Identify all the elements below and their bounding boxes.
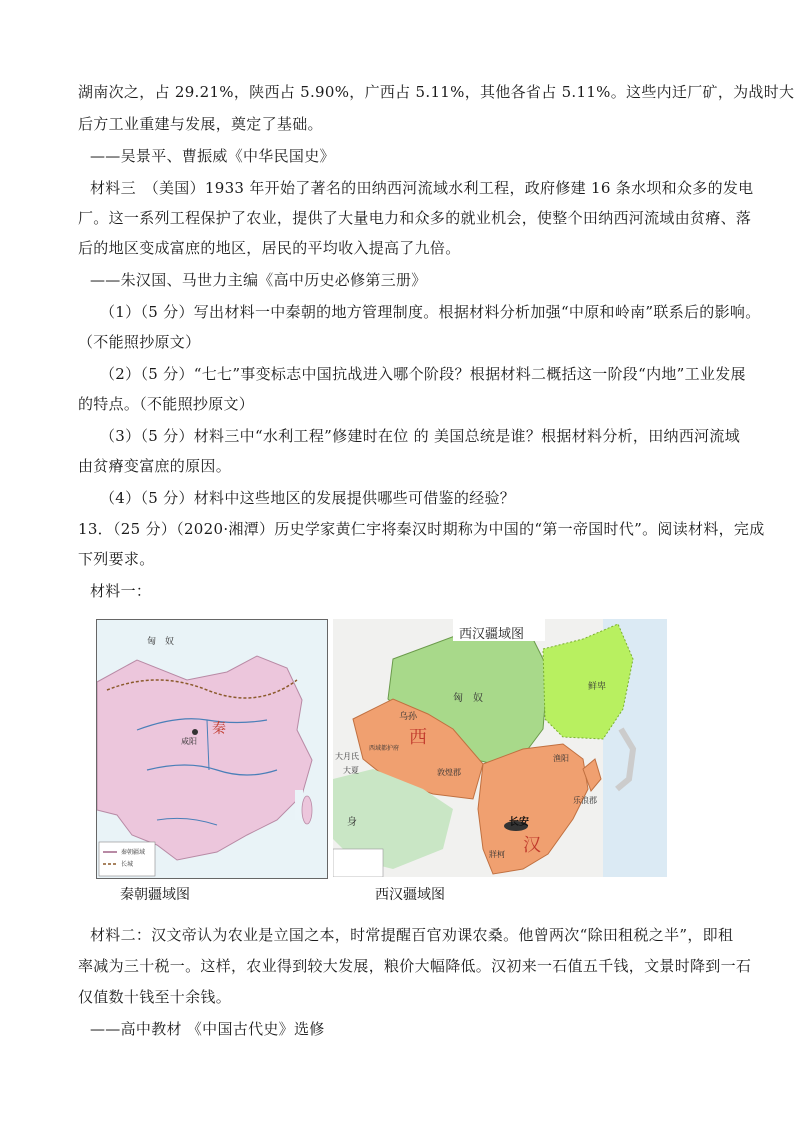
- map-label-dayuezhi: 大月氏: [335, 752, 359, 761]
- map-label-lelang: 乐浪郡: [573, 796, 597, 805]
- han-map: [333, 619, 667, 877]
- qin-map-graphic: [97, 620, 327, 878]
- question-4: （4）（5 分）材料中这些地区的发展提供哪些可借鉴的经验？: [100, 489, 516, 507]
- question-13-cont: 下列要求。: [78, 550, 155, 568]
- map-label-xianbei: 鲜卑: [588, 682, 607, 692]
- question-3-cont: 由贫瘠变富庶的原因。: [78, 457, 232, 475]
- paragraph-line: 厂。这一系列工程保护了农业，提供了大量电力和众多的就业机会，使整个田纳西河流域由贫瘠、落: [78, 209, 752, 227]
- han-map-title: 西汉疆域图: [459, 627, 525, 642]
- map-label-changan: 长安: [509, 817, 529, 828]
- citation: ——朱汉国、马世力主编《高中历史必修第三册》: [90, 271, 427, 289]
- map-label-wusun: 乌孙: [399, 712, 418, 722]
- map-label-dunhuang: 敦煌郡: [437, 768, 461, 777]
- han-map-caption: 西汉疆域图: [375, 887, 445, 903]
- map-label-xiongnu: 匈 奴: [453, 693, 483, 704]
- map-label-han: 汉: [523, 835, 541, 856]
- question-13: 13．（25 分）（2020·湘潭）历史学家黄仁宇将秦汉时期称为中国的“第一帝国时代”。阅读材料，完成: [78, 520, 765, 538]
- map-label-xiongnu: 匈 奴: [147, 637, 175, 647]
- question-2-note: 的特点。（不能照抄原文）: [78, 395, 255, 413]
- map-label-yuyang: 渔阳: [553, 754, 569, 763]
- qin-map: [96, 619, 328, 879]
- paragraph-line: 后方工业重建与发展，奠定了基础。: [78, 115, 323, 133]
- map-label-qin: 秦: [212, 721, 226, 737]
- paragraph-line: 率减为三十税一。这样，农业得到较大发展，粮价大幅降低。汉初来一石值五千钱，文景时降到一石: [78, 957, 752, 975]
- map-label-shen: 身: [347, 817, 357, 828]
- qin-map-caption: 秦朝疆域图: [120, 887, 190, 903]
- question-1: （1）（5 分）写出材料一中秦朝的地方管理制度。根据材料分析加强“中原和岭南”联系后的影响。: [100, 303, 761, 321]
- material-two: 材料二：汉文帝认为农业是立国之本，时常提醒百官劝课农桑。他曾两次“除田租税之半”，即租: [90, 926, 734, 944]
- map-label-zangke: 牂柯: [489, 850, 505, 859]
- question-3: （3）（5 分）材料三中“水利工程”修建时在位 的 美国总统是谁？根据材料分析，田纳西河流域: [100, 427, 741, 445]
- paragraph-line: 湖南次之，占 29.21%，陕西占 5.90%，广西占 5.11%，其他各省占 5.11%。这些内迁厂矿，为战时大: [78, 83, 794, 101]
- legend-qin-territory: 秦朝疆域: [121, 849, 146, 856]
- map-label-xianyang: 咸阳: [181, 737, 197, 746]
- map-label-xi: 西: [409, 727, 427, 748]
- question-2: （2）（5 分）“七七”事变标志中国抗战进入哪个阶段？根据材料二概括这一阶段“内地”工业发展: [100, 365, 746, 383]
- question-1-note: （不能照抄原文）: [78, 333, 201, 351]
- paragraph-line: 仅值数十钱至十余钱。: [78, 988, 232, 1006]
- citation: ——高中教材 《中国古代史》选修: [90, 1020, 325, 1038]
- citation: ——吴景平、曹振威《中华民国史》: [90, 147, 335, 165]
- material-three-heading: 材料三 （美国）1933 年开始了著名的田纳西河流域水利工程，政府修建 16 条水坝和众多的发电: [90, 179, 754, 197]
- map-label-xiyu: 西域都护府: [369, 745, 400, 752]
- legend-great-wall: 长城: [121, 861, 134, 868]
- material-one-label: 材料一：: [90, 582, 152, 600]
- map-label-daxia: 大夏: [343, 766, 359, 775]
- paragraph-line: 后的地区变成富庶的地区，居民的平均收入提高了九倍。: [78, 239, 461, 257]
